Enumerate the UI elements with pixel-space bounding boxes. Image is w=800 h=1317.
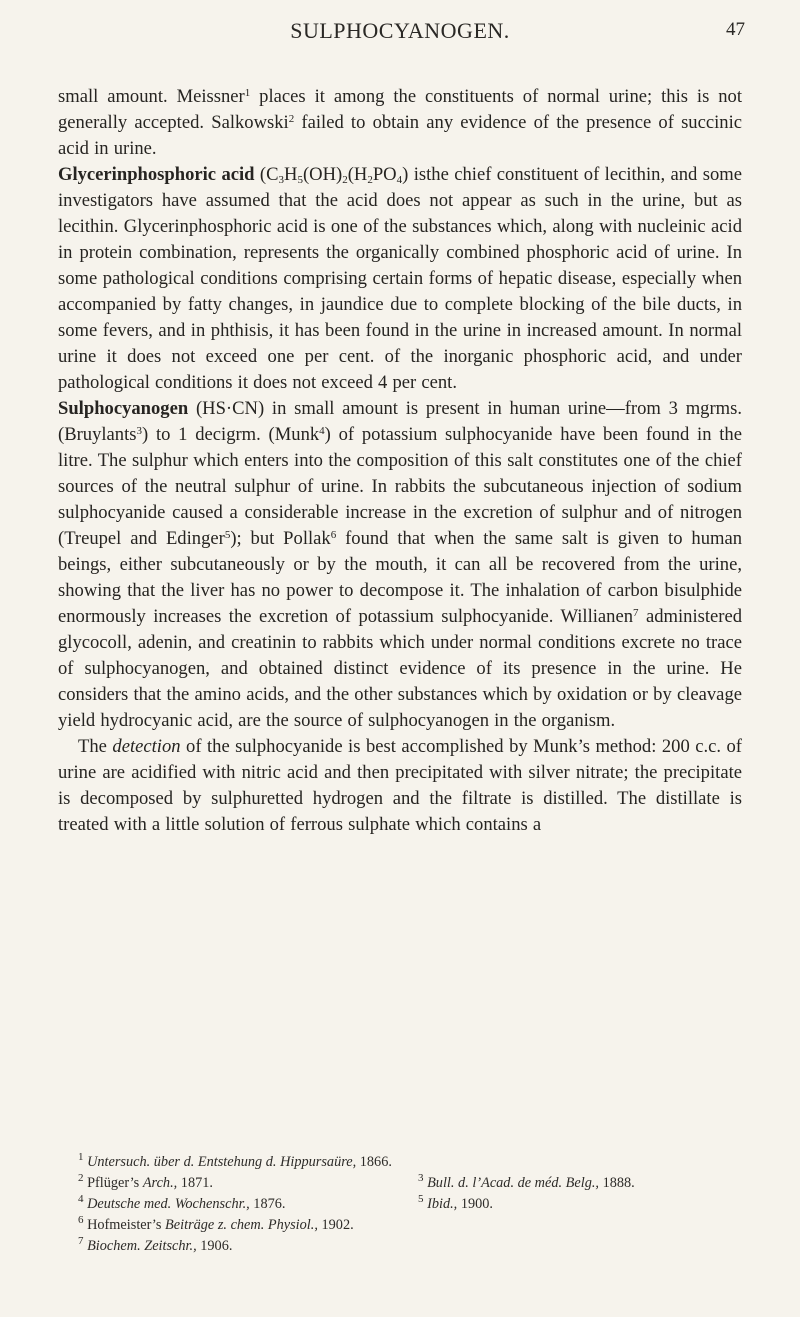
section-heading-sulphocyanogen: Sulphocyanogen xyxy=(58,398,189,419)
footnote-line xyxy=(78,1215,758,1236)
text-run: ) to 1 decigrm. (Munk xyxy=(142,424,320,445)
paragraph-meissner xyxy=(58,84,742,162)
footnote-ref-2: 2 xyxy=(288,113,295,125)
footnote-ref-1: 1 xyxy=(244,87,251,99)
text-run: of the sulphocyanide is best accomplished by Munk’s method: 200 c.c. of urine are acidified with nitric acid and then precipitated with silver nitrate; the precipitate is decomposed by sulphuretted hydrogen and the filtrate is distilled. The distillate is treated with a little solution of ferrous sulphate which contains a xyxy=(58,736,742,835)
page-number: 47 xyxy=(726,19,745,40)
running-title: SULPHOCYANOGEN. xyxy=(290,18,510,43)
footnote-ref-3: 3 xyxy=(136,425,142,437)
text-run: places it among the constituents of normal urine; this is not generally accepted. Salkowski xyxy=(58,86,743,133)
footnote-5: $^5$ Ibid., 1900. xyxy=(418,1193,494,1212)
footnote-line xyxy=(78,1173,758,1194)
footnotes xyxy=(78,1152,758,1257)
chemical-formula: ($C_3H_5(OH)_2(H_2PO_4)$ xyxy=(254,164,409,186)
footnote-3: $^3$ Bull. d. l’Acad. de méd. Belg., 1888. xyxy=(418,1172,635,1191)
text-run: (HS·CN) in small amount is present in human urine—from 3 mgrms. (Bruylants xyxy=(58,398,742,445)
footnote-6: $^6$ Hofmeister’s Beiträge z. chem. Physiol., 1902. xyxy=(78,1214,354,1233)
footnote-ref-5: 5 xyxy=(224,529,231,541)
footnote-ref-7: 7 xyxy=(633,607,639,619)
text-run: ); but Pollak xyxy=(230,528,331,549)
paragraph-glycerinphosphoric-acid xyxy=(58,162,742,396)
text-run: small amount. Meissner xyxy=(58,86,245,107)
text-run: administered glycocoll, adenin, and creatinin to rabbits which under normal conditions excrete no trace of sulphocyanogen, and obtained distinct evidence of its presence in the urine. He considers that the amino acids, and the other substances which by oxidation or by cleavage yield hydrocyanic acid, are the source of sulphocyanogen in the organism. xyxy=(58,606,743,731)
footnote-line xyxy=(78,1194,758,1215)
text-run: isthe chief constituent of lecithin, and some investigators have assumed that the acid does not appear as such in the urine, but as lecithin. Glycerinphosphoric acid is one of the substances which, along with nucleinic acid in protein combination, represents the organically combined phosphoric acid of urine. In some pathological conditions comprising certain forms of hepatic disease, especially when accompanied by fatty changes, in jaundice due to complete blocking of the bile ducts, in some fevers, and in phthisis, it has been found in the urine in increased amount. In normal urine it does not exceed one per cent. of the inorganic phosphoric acid, and under pathological conditions it does not exceed 4 per cent. xyxy=(58,164,742,393)
footnote-4: $^4$ Deutsche med. Wochenschr., 1876. xyxy=(78,1193,286,1212)
footnote-7: $^7$ Biochem. Zeitschr., 1906. xyxy=(78,1235,233,1254)
emphasis-detection: detection xyxy=(112,736,181,757)
footnote-2: $^2$ Pflüger’s Arch., 1871. xyxy=(78,1172,213,1191)
footnote-ref-6: 6 xyxy=(330,529,337,541)
footnote-line xyxy=(78,1236,758,1257)
text-run: ) of potassium sulphocyanide have been found in the litre. The sulphur which enters into the composition of this salt constitutes one of the chief sources of the neutral sulphur of urine. In rabbits the subcutaneous injection of sodium sulphocyanide caused a considerable increase in the excretion of sulphur and of nitrogen (Treupel and Edinger xyxy=(58,424,742,549)
paragraph-detection xyxy=(58,734,742,838)
footnote-line xyxy=(78,1152,758,1173)
footnote-ref-4: 4 xyxy=(319,425,325,437)
text-run: failed to obtain any evidence of the presence of succinic acid in urine. xyxy=(58,112,742,159)
paragraph-sulphocyanogen xyxy=(58,396,742,734)
page-header xyxy=(0,18,800,48)
text-run: The xyxy=(78,736,113,757)
text-run: found that when the same salt is given to human beings, either subcutaneously or by the mouth, it can all be recovered from the urine, showing that the liver has no power to decompose it. The inhalation of carbon bisulphide enormously increases the excretion of potassium sulphocyanide. Willianen xyxy=(58,528,742,627)
footnote-1: $^1$ Untersuch. über d. Entstehung d. Hippursaüre, 1866. xyxy=(78,1151,392,1170)
section-heading-glycerinphosphoric-acid: Glycerinphosphoric acid xyxy=(58,164,255,185)
body-text xyxy=(58,84,742,838)
